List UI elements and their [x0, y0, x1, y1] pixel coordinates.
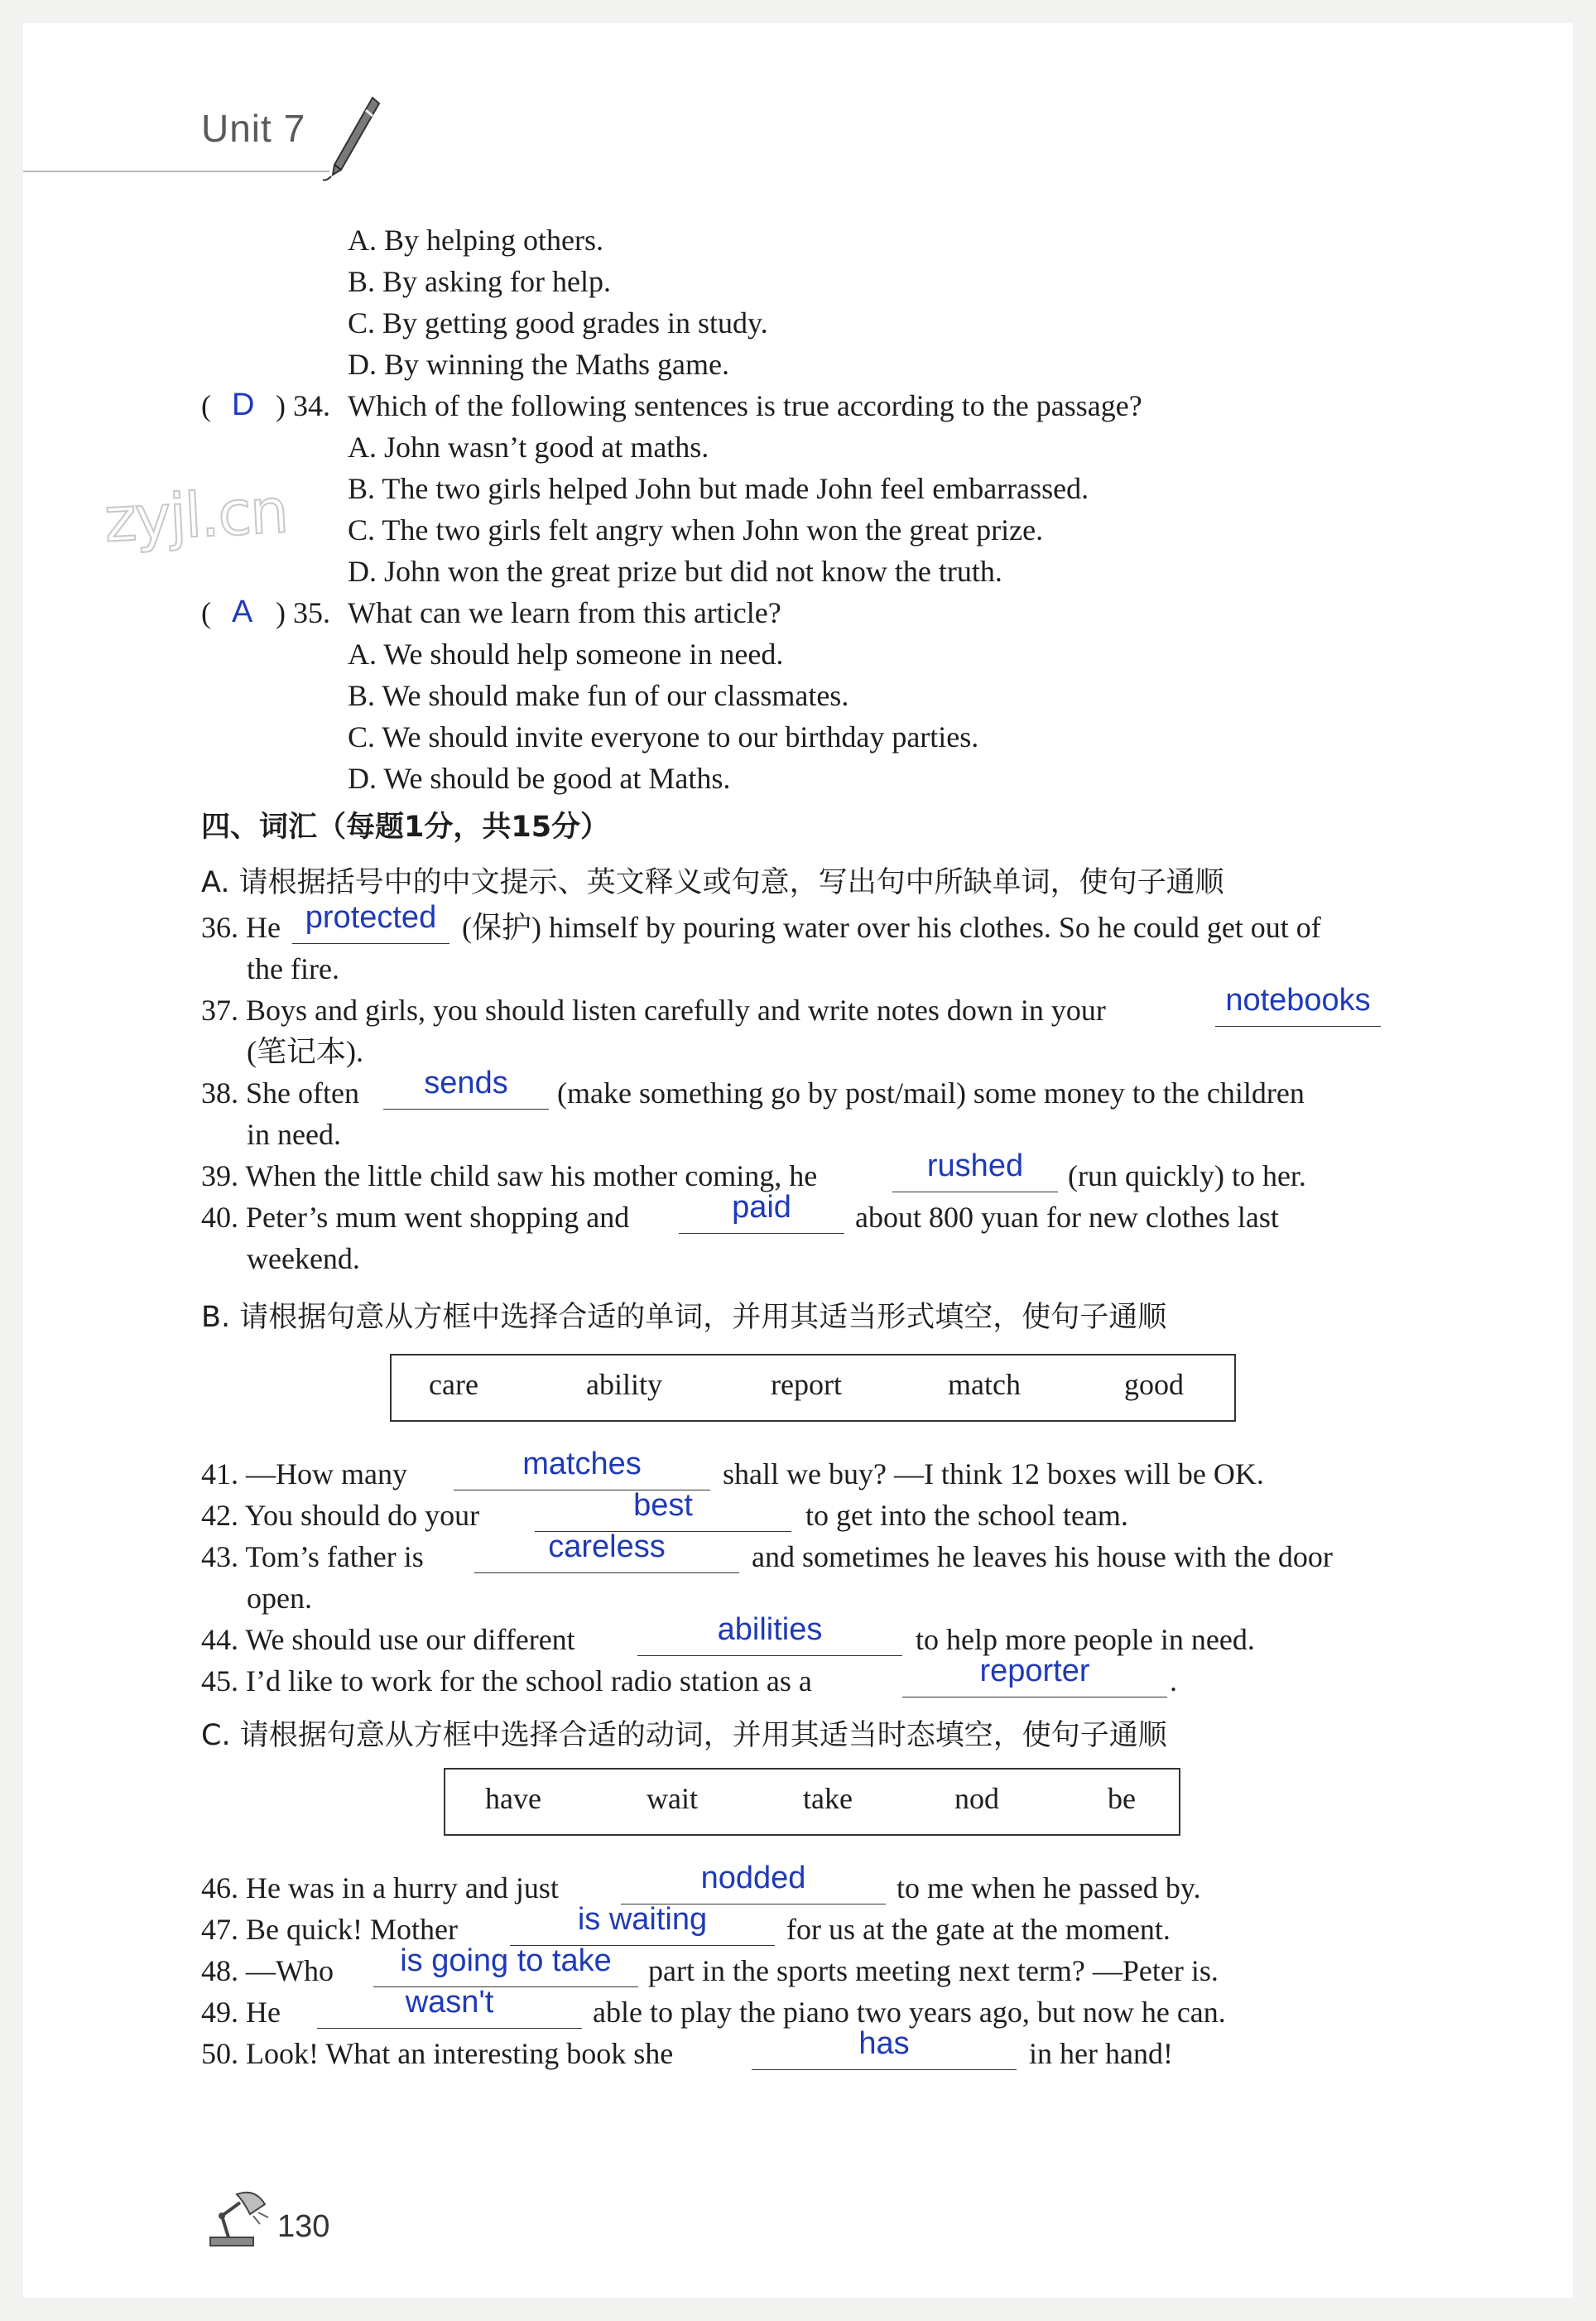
- q34-option-a: A. John wasn’t good at maths.: [348, 431, 709, 464]
- q36-text-cont: the fire.: [247, 952, 339, 985]
- word-box-b-item: ability: [586, 1368, 662, 1401]
- workbook-page: [23, 23, 1573, 2298]
- q33-option-a: A. By helping others.: [348, 224, 603, 257]
- word-box-c-item: wait: [647, 1782, 698, 1815]
- section-title: 四、词汇（每题1分，共15分）: [201, 811, 610, 844]
- q38-text-post: (make something go by post/mail) some money to the children: [557, 1076, 1305, 1110]
- q34-number: ) 34.: [276, 389, 330, 422]
- word-box-c-item: have: [485, 1782, 541, 1815]
- q37-blank: [1215, 1026, 1381, 1027]
- q40-answer: paid: [732, 1190, 791, 1225]
- q39-text-pre: 39. When the little child saw his mother coming, he: [201, 1159, 818, 1192]
- q47-answer: is waiting: [577, 1902, 708, 1937]
- q35-stem: What can we learn from this article?: [348, 596, 781, 629]
- q33-option-d: D. By winning the Maths game.: [348, 348, 729, 381]
- q38-text-pre: 38. She often: [201, 1076, 359, 1110]
- q44-text-post: to help more people in need.: [916, 1623, 1255, 1656]
- watermark: zyjl.cn: [102, 475, 289, 556]
- q43-text-pre: 43. Tom’s father is: [201, 1540, 424, 1573]
- q45-text-post: .: [1170, 1664, 1177, 1697]
- q39-text-post: (run quickly) to her.: [1068, 1159, 1306, 1192]
- q36-text-post: (保护) himself by pouring water over his clothes. So he could get out of: [462, 911, 1321, 944]
- q39-answer: rushed: [926, 1148, 1024, 1183]
- q49-blank: [317, 2028, 582, 2029]
- part-a-instruction: A. 请根据括号中的中文提示、英文释义或句意，写出句中所缺单词，使句子通顺: [201, 866, 1224, 899]
- word-box-b-item: report: [771, 1368, 842, 1401]
- q40-text-post: about 800 yuan for new clothes last: [855, 1201, 1279, 1234]
- q33-option-b: B. By asking for help.: [348, 265, 611, 298]
- q35-option-b: B. We should make fun of our classmates.: [348, 679, 849, 712]
- q48-text-pre: 48. —Who: [201, 1954, 334, 1987]
- word-box-c-item: nod: [954, 1782, 999, 1815]
- q41-text-post: shall we buy? —I think 12 boxes will be OK.: [723, 1457, 1264, 1490]
- q47-text-pre: 47. Be quick! Mother: [201, 1913, 458, 1946]
- q42-text-post: to get into the school team.: [805, 1499, 1128, 1532]
- q44-answer: abilities: [717, 1612, 823, 1647]
- word-box-c-item: be: [1108, 1782, 1136, 1815]
- q42-text-pre: 42. You should do your: [201, 1499, 480, 1532]
- q40-text-cont: weekend.: [247, 1242, 360, 1275]
- q37-answer: notebooks: [1225, 983, 1371, 1018]
- part-c-instruction: C. 请根据句意从方框中选择合适的动词，并用其适当时态填空，使句子通顺: [201, 1719, 1167, 1752]
- word-box-c: [444, 1768, 1180, 1836]
- q36-blank: [292, 943, 449, 944]
- q38-blank: [383, 1109, 549, 1110]
- q36-answer: protected: [305, 900, 437, 935]
- q40-blank: [679, 1233, 844, 1234]
- pen-icon: [323, 94, 381, 189]
- q35-answer: A: [232, 595, 253, 629]
- q34-option-b: B. The two girls helped John but made John feel embarrassed.: [348, 472, 1089, 505]
- q49-text-post: able to play the piano two years ago, but now he can.: [593, 1996, 1226, 2029]
- q34-option-c: C. The two girls felt angry when John won the great prize.: [348, 513, 1044, 547]
- page-number: 130: [277, 2209, 330, 2244]
- q43-answer: careless: [548, 1529, 666, 1564]
- q49-answer: wasn't: [405, 1985, 494, 2020]
- q49-text-pre: 49. He: [201, 1996, 281, 2029]
- q46-text-post: to me when he passed by.: [897, 1871, 1201, 1904]
- q43-text-cont: open.: [247, 1582, 312, 1615]
- q34-option-d: D. John won the great prize but did not know the truth.: [348, 555, 1002, 588]
- q33-option-c: C. By getting good grades in study.: [348, 306, 768, 339]
- unit-title: Unit 7: [201, 107, 306, 150]
- q44-text-pre: 44. We should use our different: [201, 1623, 575, 1656]
- q34-stem: Which of the following sentences is true according to the passage?: [348, 389, 1142, 422]
- q46-text-pre: 46. He was in a hurry and just: [201, 1871, 559, 1904]
- q40-text-pre: 40. Peter’s mum went shopping and: [201, 1201, 630, 1234]
- q47-text-post: for us at the gate at the moment.: [786, 1913, 1171, 1946]
- q35-option-c: C. We should invite everyone to our birthday parties.: [348, 720, 979, 754]
- q45-text-pre: 45. I’d like to work for the school radio station as a: [201, 1664, 812, 1697]
- q41-answer: matches: [522, 1447, 642, 1481]
- q34-answer: D: [232, 388, 255, 422]
- q38-answer: sends: [424, 1066, 508, 1100]
- q50-answer: has: [858, 2026, 910, 2061]
- q43-text-post: and sometimes he leaves his house with the door: [752, 1540, 1333, 1573]
- q43-blank: [474, 1572, 739, 1573]
- q35-paren-open: (: [201, 596, 211, 629]
- word-box-b: [390, 1354, 1236, 1422]
- q50-blank: [752, 2069, 1017, 2070]
- q50-text-post: in her hand!: [1029, 2037, 1173, 2070]
- q35-option-d: D. We should be good at Maths.: [348, 762, 731, 795]
- lamp-icon: [204, 2186, 274, 2252]
- q38-text-cont: in need.: [247, 1118, 341, 1151]
- q37-text-cont: (笔记本).: [247, 1035, 363, 1068]
- word-box-b-item: match: [948, 1368, 1021, 1401]
- q35-option-a: A. We should help someone in need.: [348, 638, 784, 671]
- q42-answer: best: [633, 1488, 693, 1523]
- q46-answer: nodded: [700, 1861, 806, 1895]
- q34-paren-open: (: [201, 389, 211, 422]
- word-box-b-item: care: [429, 1368, 478, 1401]
- q48-answer: is going to take: [400, 1943, 612, 1978]
- q37-text-pre: 37. Boys and girls, you should listen carefully and write notes down in your: [201, 994, 1106, 1027]
- header-rule: [23, 171, 329, 172]
- q45-answer: reporter: [979, 1654, 1090, 1688]
- q44-blank: [637, 1655, 902, 1656]
- part-b-instruction: B. 请根据句意从方框中选择合适的单词，并用其适当形式填空，使句子通顺: [201, 1301, 1167, 1334]
- q41-text-pre: 41. —How many: [201, 1457, 407, 1490]
- q35-number: ) 35.: [276, 596, 330, 629]
- q48-text-post: part in the sports meeting next term? —Peter is.: [648, 1954, 1219, 1987]
- q36-text-pre: 36. He: [201, 911, 281, 944]
- q50-text-pre: 50. Look! What an interesting book she: [201, 2037, 674, 2070]
- word-box-b-item: good: [1124, 1368, 1184, 1401]
- word-box-c-item: take: [803, 1782, 853, 1815]
